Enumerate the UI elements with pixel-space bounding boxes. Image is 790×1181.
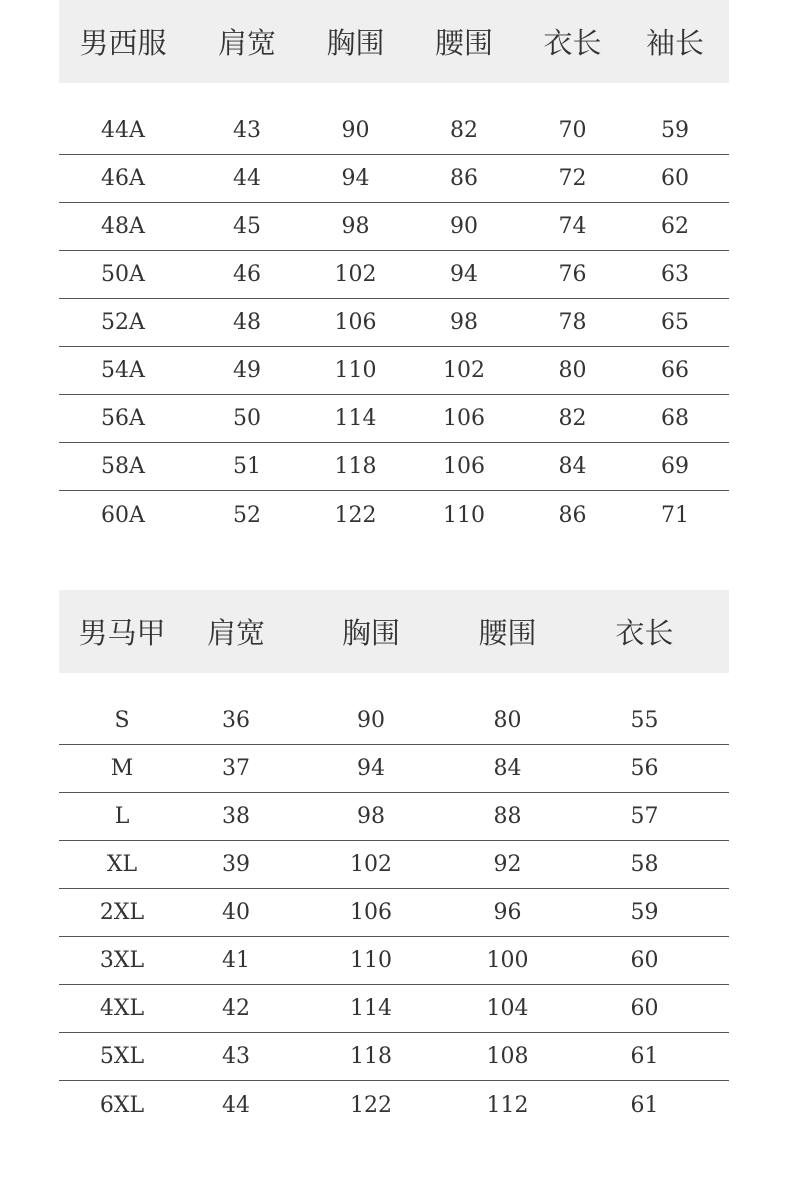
vest-cell-shoulder-width: 41 [222,948,250,973]
suit-cell-shoulder-width: 51 [233,454,261,479]
vest-cell-chest: 102 [350,852,392,877]
vest-cell-size: M [110,756,134,781]
suit-cell-size: 54A [101,358,145,383]
suit-table-row [59,299,729,347]
vest-cell-length: 57 [630,804,659,829]
suit-cell-shoulder-width: 50 [233,406,261,431]
suit-cell-chest: 102 [334,262,377,287]
vest-cell-length: 55 [630,708,659,733]
suit-cell-shoulder-width: 45 [233,214,261,239]
suit-cell-sleeve-length: 60 [661,166,689,191]
suit-cell-length: 82 [558,406,587,431]
suit-cell-waist: 102 [443,358,485,383]
vest-cell-chest: 90 [357,708,385,733]
suit-table-row [59,107,729,155]
vest-table-row [59,985,729,1033]
vest-table-row [59,841,729,889]
suit-cell-shoulder-width: 44 [233,166,261,191]
vest-cell-waist: 84 [493,756,522,781]
suit-header-chest: 胸围 [326,26,385,60]
suit-cell-sleeve-length: 63 [661,262,689,287]
suit-cell-waist: 90 [450,214,478,239]
suit-cell-length: 80 [558,358,587,383]
vest-cell-length: 61 [630,1044,659,1069]
vest-cell-size: L [114,804,130,829]
vest-cell-length: 60 [630,948,659,973]
suit-table-row [59,347,729,395]
vest-cell-waist: 108 [486,1044,529,1069]
suit-cell-waist: 106 [443,406,485,431]
suit-cell-waist: 110 [443,502,485,528]
suit-header-shoulder-width: 肩宽 [217,26,276,60]
suit-cell-size: 50A [101,262,145,287]
vest-cell-chest: 122 [350,1092,392,1118]
vest-cell-shoulder-width: 44 [222,1092,250,1118]
vest-cell-shoulder-width: 36 [222,708,250,733]
suit-size-table [59,0,729,539]
suit-cell-size: 60A [101,502,145,528]
vest-cell-chest: 94 [357,756,385,781]
vest-cell-waist: 104 [486,996,529,1021]
vest-header-length: 衣长 [615,616,674,650]
vest-header-size: 男马甲 [78,616,166,650]
vest-cell-length: 61 [630,1092,659,1118]
vest-table-header [59,590,729,673]
suit-cell-length: 72 [558,166,587,191]
suit-table-row [59,251,729,299]
suit-cell-chest: 114 [334,406,377,431]
vest-table-row [59,937,729,985]
vest-header-shoulder-width: 肩宽 [206,616,265,650]
vest-table-row [59,889,729,937]
suit-cell-shoulder-width: 52 [233,502,261,528]
vest-cell-shoulder-width: 38 [222,804,250,829]
vest-cell-waist: 92 [493,852,522,877]
suit-cell-sleeve-length: 59 [661,118,689,143]
suit-table-row [59,155,729,203]
vest-cell-size: 4XL [99,996,145,1021]
suit-cell-size: 56A [101,406,145,431]
suit-cell-shoulder-width: 46 [233,262,261,287]
suit-cell-shoulder-width: 48 [233,310,261,335]
vest-cell-size: XL [106,852,138,877]
suit-header-waist: 腰围 [434,26,493,60]
suit-cell-length: 74 [558,214,587,239]
suit-table-header [59,0,729,83]
vest-table-row [59,745,729,793]
suit-cell-waist: 94 [450,262,478,287]
vest-cell-length: 59 [630,900,659,925]
suit-cell-waist: 82 [450,118,478,143]
suit-cell-size: 48A [101,214,145,239]
suit-cell-sleeve-length: 62 [661,214,689,239]
vest-cell-chest: 118 [350,1044,392,1069]
vest-cell-chest: 110 [350,948,392,973]
vest-cell-shoulder-width: 37 [222,756,250,781]
suit-table-row [59,443,729,491]
suit-cell-chest: 90 [341,118,370,143]
vest-cell-waist: 80 [493,708,522,733]
suit-cell-chest: 118 [334,454,377,479]
suit-cell-length: 78 [558,310,587,335]
suit-cell-size: 52A [101,310,145,335]
vest-table-body [59,697,729,1129]
vest-header-waist: 腰围 [478,616,537,650]
suit-cell-waist: 98 [450,310,478,335]
vest-cell-waist: 100 [486,948,529,973]
vest-cell-size: 6XL [99,1092,145,1118]
suit-cell-length: 84 [558,454,587,479]
vest-cell-size: 3XL [99,948,145,973]
suit-cell-sleeve-length: 71 [661,502,689,528]
suit-cell-length: 86 [558,502,587,528]
vest-cell-size: 5XL [99,1044,145,1069]
vest-cell-waist: 112 [486,1092,529,1118]
suit-header-length: 衣长 [543,26,602,60]
vest-cell-length: 56 [630,756,659,781]
suit-table-row [59,491,729,539]
vest-cell-chest: 98 [357,804,385,829]
suit-cell-size: 44A [101,118,145,143]
suit-cell-length: 76 [558,262,587,287]
vest-table-row [59,1033,729,1081]
suit-cell-size: 58A [101,454,145,479]
suit-header-size: 男西服 [79,26,167,60]
vest-table-row [59,697,729,745]
suit-cell-waist: 86 [450,166,478,191]
vest-cell-length: 58 [630,852,659,877]
suit-header-sleeve-length: 袖长 [645,26,704,60]
suit-table-body [59,107,729,539]
suit-cell-shoulder-width: 49 [233,358,261,383]
vest-cell-shoulder-width: 40 [222,900,250,925]
vest-cell-waist: 96 [493,900,522,925]
vest-cell-waist: 88 [493,804,522,829]
vest-table-row [59,793,729,841]
suit-table-row [59,395,729,443]
vest-cell-chest: 106 [350,900,392,925]
suit-cell-sleeve-length: 65 [661,310,689,335]
suit-cell-chest: 122 [334,502,377,528]
vest-header-chest: 胸围 [341,616,400,650]
vest-cell-size: S [114,708,130,733]
suit-table-row [59,203,729,251]
suit-cell-chest: 106 [334,310,377,335]
suit-cell-waist: 106 [443,454,485,479]
suit-cell-chest: 98 [341,214,370,239]
suit-cell-sleeve-length: 69 [661,454,689,479]
suit-cell-chest: 110 [334,358,377,383]
vest-cell-shoulder-width: 39 [222,852,250,877]
vest-cell-shoulder-width: 43 [222,1044,250,1069]
vest-cell-shoulder-width: 42 [222,996,250,1021]
suit-cell-shoulder-width: 43 [233,118,261,143]
suit-cell-sleeve-length: 66 [661,358,689,383]
vest-cell-size: 2XL [99,900,145,925]
suit-cell-length: 70 [558,118,587,143]
vest-size-table [59,590,729,1129]
suit-cell-sleeve-length: 68 [661,406,689,431]
vest-cell-length: 60 [630,996,659,1021]
suit-cell-chest: 94 [341,166,370,191]
vest-cell-chest: 114 [350,996,392,1021]
vest-table-row [59,1081,729,1129]
suit-cell-size: 46A [101,166,145,191]
